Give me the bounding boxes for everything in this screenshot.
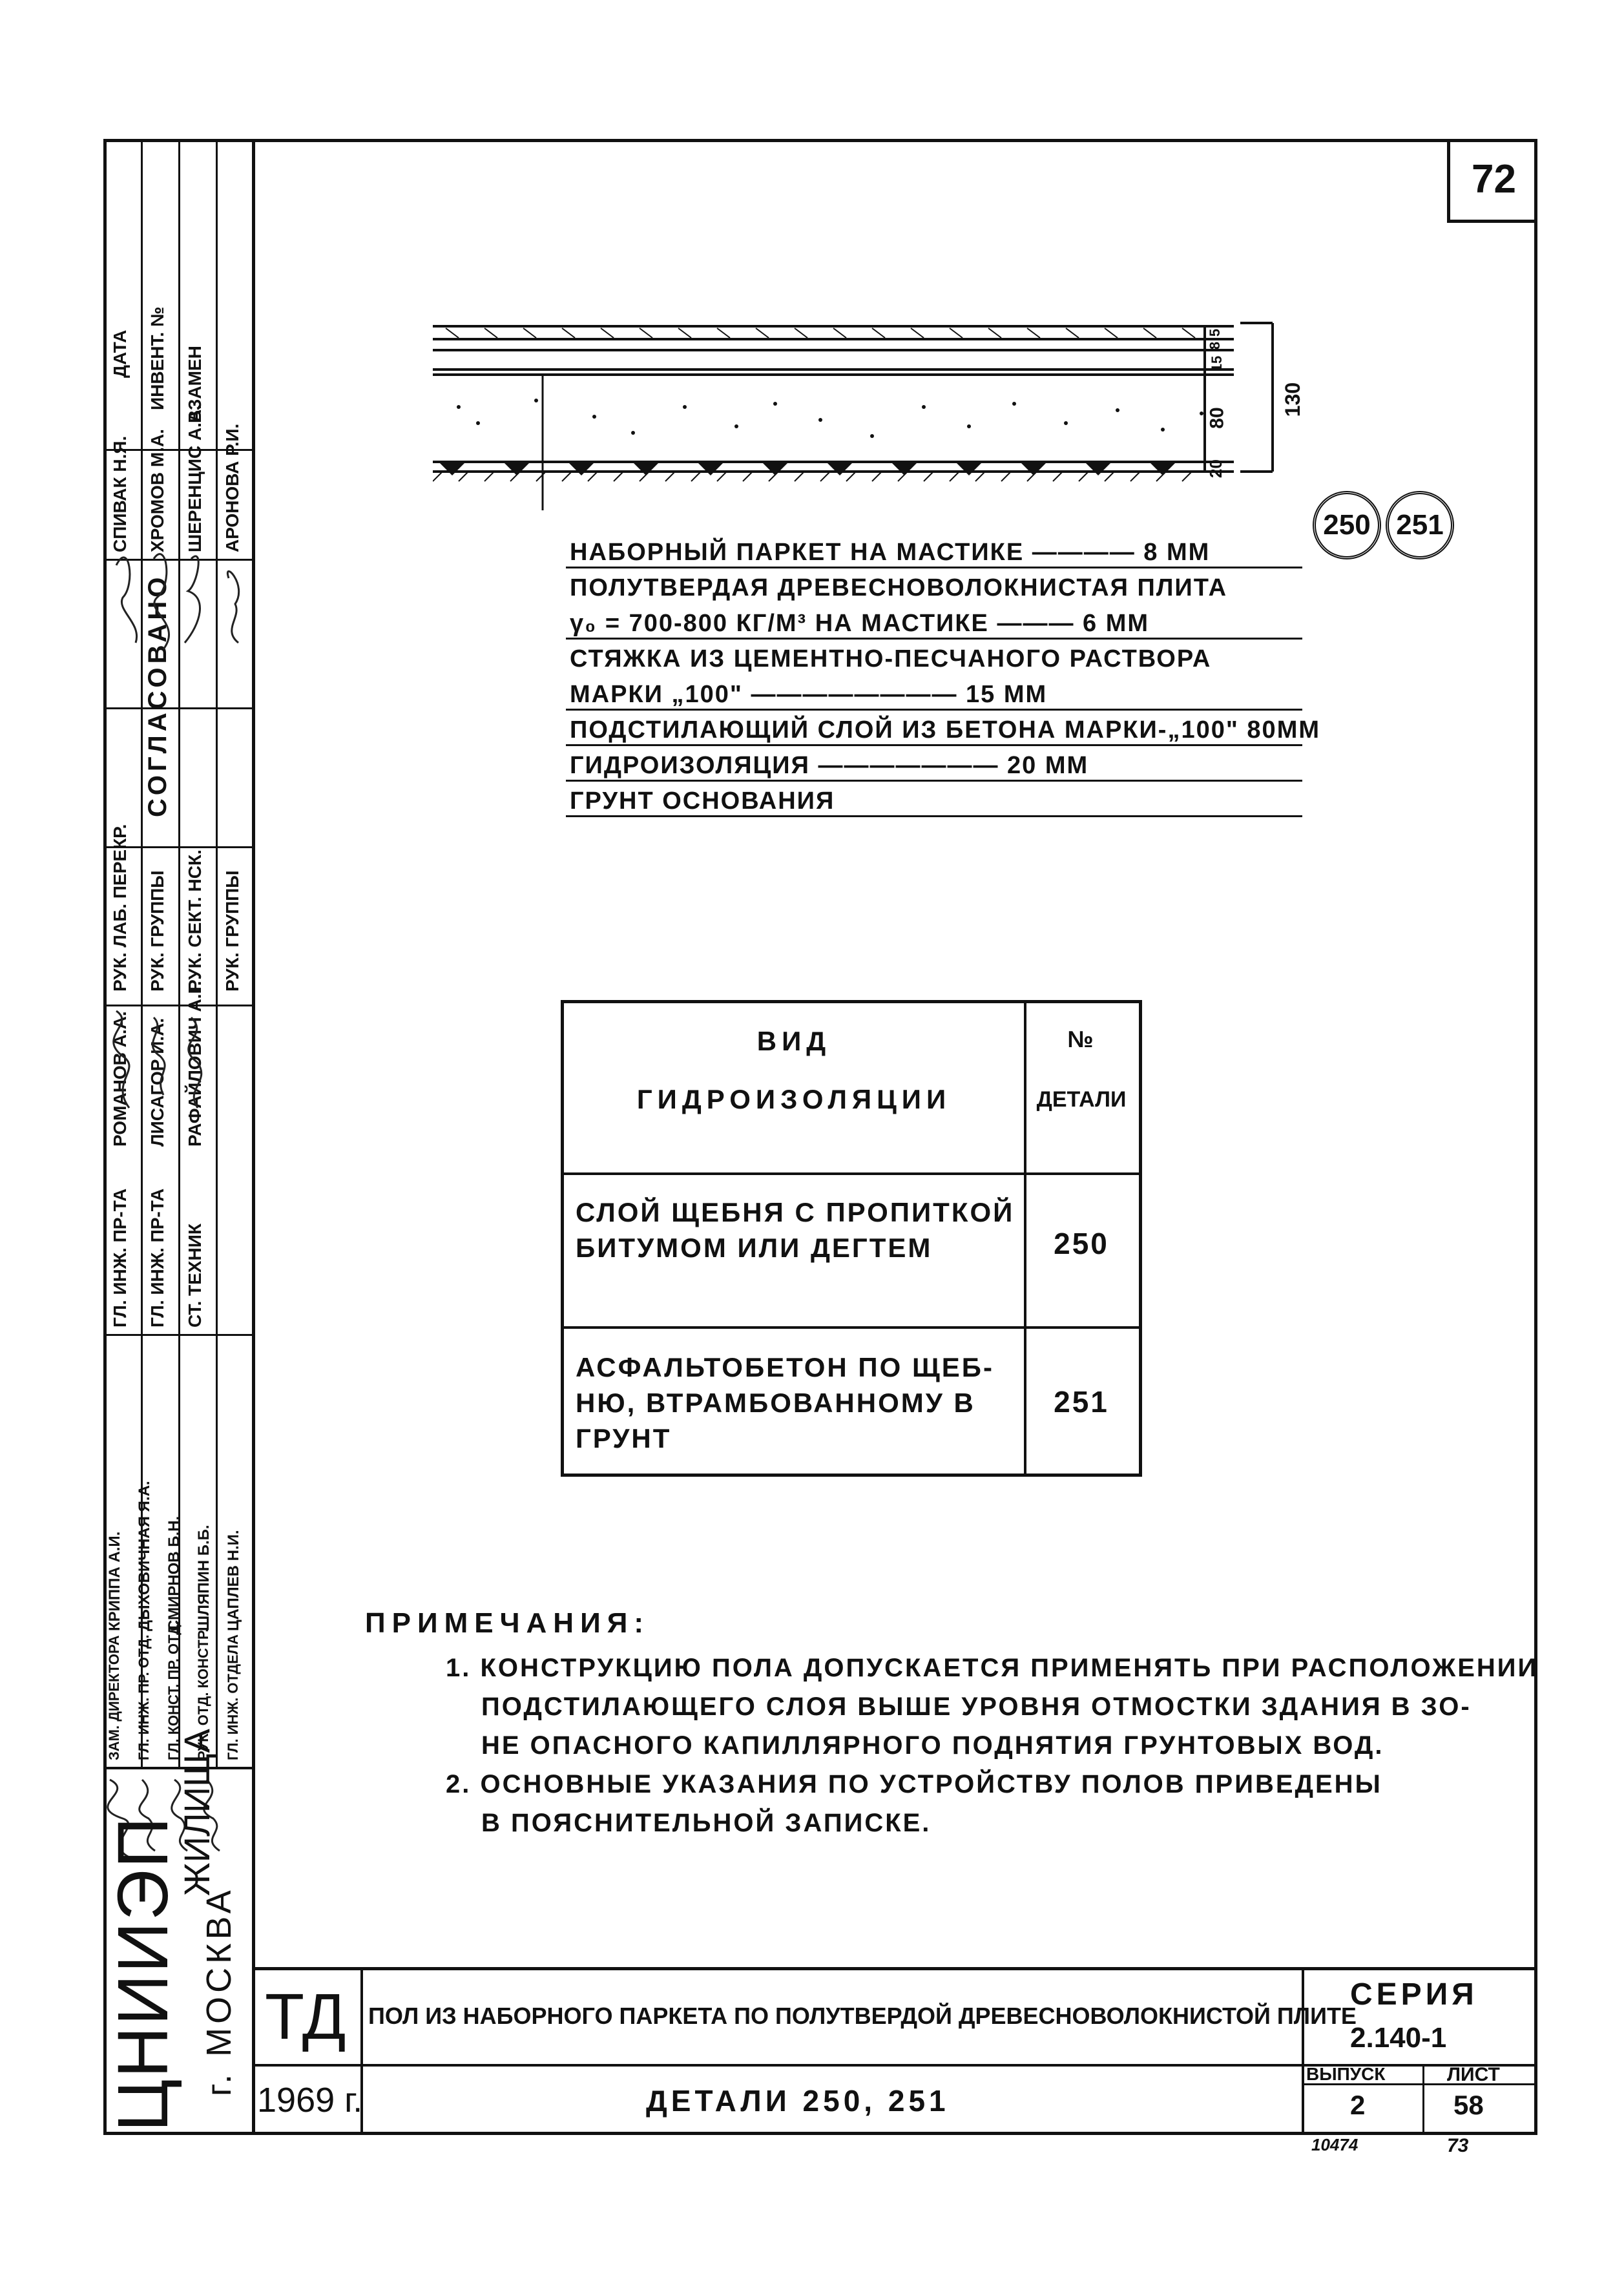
- author-role: РУК. ОТД. КОНСТР.: [195, 1628, 211, 1760]
- table-cell: АСФАЛЬТОБЕТОН ПО ЩЕБ-: [576, 1352, 994, 1382]
- approver-name: ХРОМОВ М.А.: [147, 429, 167, 552]
- stamp-date-header: ДАТА: [110, 329, 130, 378]
- issue-label: ВЫПУСК: [1306, 2064, 1386, 2084]
- floor-section-diagram: [433, 310, 1337, 510]
- dim-total: 130: [1281, 382, 1305, 417]
- author-role: ГЛ. ИНЖ. ПР-ТА: [110, 1188, 130, 1328]
- waterproofing-table: [561, 1000, 1142, 1477]
- issue-value: 2: [1350, 2090, 1366, 2120]
- approver-role: РУК. ГРУППЫ: [222, 870, 242, 992]
- stamp-replace-header: ВЗАМЕН: [185, 346, 205, 423]
- table-cell: СЛОЙ ЩЕБНЯ С ПРОПИТКОЙ: [576, 1197, 1015, 1227]
- approver-role: РУК. ЛАБ. ПЕРЕКР.: [110, 824, 130, 992]
- author-name: СМИРНОВ Б.Н.: [165, 1515, 183, 1631]
- layer-label: МАРКИ „100" ———————— 15 ММ: [566, 682, 1302, 711]
- note-line: В ПОЯСНИТЕЛЬНОЙ ЗАПИСКЕ.: [481, 1809, 932, 1837]
- note-line: НЕ ОПАСНОГО КАПИЛЛЯРНОГО ПОДНЯТИЯ ГРУНТОВЫХ ВОД.: [481, 1731, 1384, 1760]
- author-name: КРИППА А.И.: [106, 1531, 123, 1631]
- stamp-agreed-header: СОГЛАСОВАНО: [143, 573, 172, 817]
- footer-inventory: 10474: [1311, 2135, 1359, 2154]
- table-cell: ГРУНТ: [576, 1423, 672, 1453]
- approval-stamp: [103, 139, 255, 2135]
- approver-role: РУК. ГРУППЫ: [147, 870, 167, 992]
- author-name: ЦАПЛЕВ Н.И.: [225, 1530, 242, 1631]
- table-cell: 251: [1054, 1385, 1109, 1419]
- author-role: ГЛ. ИНЖ. ПР. ОТД.: [136, 1634, 152, 1760]
- layer-label: ПОДСТИЛАЮЩИЙ СЛОЙ ИЗ БЕТОНА МАРКИ-„100" 80ММ: [566, 717, 1302, 746]
- author-role: ЗАМ. ДИРЕКТОРА: [106, 1635, 122, 1760]
- title-block: [252, 1967, 1537, 2135]
- series-value: 2.140-1: [1350, 2022, 1447, 2054]
- author-name: ДЫХОВИЧНАЯ Я.А.: [136, 1481, 153, 1631]
- footer-number: 73: [1447, 2135, 1469, 2156]
- org-city: г. МОСКВА: [200, 1886, 238, 2096]
- table-cell: 250: [1054, 1227, 1109, 1260]
- detail-ref-circle: 251: [1386, 491, 1454, 559]
- note-line: ПОДСТИЛАЮЩЕГО СЛОЯ ВЫШЕ УРОВНЯ ОТМОСТКИ ЗДАНИЯ В ЗО-: [481, 1693, 1472, 1721]
- notes-title: ПРИМЕЧАНИЯ:: [365, 1607, 650, 1639]
- doc-subtitle: ДЕТАЛИ 250, 251: [646, 2084, 950, 2118]
- table-cell: НЮ, ВТРАМБОВАННОМУ В: [576, 1388, 975, 1418]
- layer-label: НАБОРНЫЙ ПАРКЕТ НА МАСТИКЕ ———— 8 ММ: [566, 539, 1302, 568]
- approver-role: РУК. СЕКТ. НСК.: [185, 849, 205, 992]
- note-line: 1. КОНСТРУКЦИЮ ПОЛА ДОПУСКАЕТСЯ ПРИМЕНЯТЬ ПРИ РАСПОЛОЖЕНИИ: [446, 1654, 1539, 1682]
- table-header: ДЕТАЛИ: [1036, 1087, 1127, 1112]
- author-role: СТ. ТЕХНИК: [185, 1224, 205, 1328]
- layer-label: СТЯЖКА ИЗ ЦЕМЕНТНО-ПЕСЧАНОГО РАСТВОРА: [570, 645, 1212, 672]
- doc-code: ТД: [265, 1981, 346, 2053]
- sheet-label: ЛИСТ: [1447, 2064, 1500, 2085]
- layer-label: ГИДРОИЗОЛЯЦИЯ ——————— 20 ММ: [566, 753, 1302, 782]
- dim-value: 20: [1205, 459, 1225, 478]
- author-role: ГЛ. ИНЖ. ОТДЕЛА: [225, 1634, 241, 1760]
- series-label: СЕРИЯ: [1350, 1977, 1478, 2012]
- doc-year: 1969 г.: [257, 2081, 363, 2120]
- note-line: 2. ОСНОВНЫЕ УКАЗАНИЯ ПО УСТРОЙСТВУ ПОЛОВ ПРИВЕДЕНЫ: [446, 1770, 1382, 1798]
- layer-label: ГРУНТ ОСНОВАНИЯ: [566, 788, 1302, 817]
- approver-name: АРОНОВА Р.И.: [222, 423, 242, 552]
- stamp-inv-header: ИНВЕНТ. №: [147, 306, 167, 410]
- doc-title: ПОЛ ИЗ НАБОРНОГО ПАРКЕТА ПО ПОЛУТВЕРДОЙ ДРЕВЕСНОВОЛОКНИСТОЙ ПЛИТЕ: [368, 2003, 1357, 2029]
- layer-label: γ₀ = 700-800 КГ/М³ НА МАСТИКЕ ——— 6 ММ: [566, 610, 1302, 640]
- table-cell: БИТУМОМ ИЛИ ДЕГТЕМ: [576, 1233, 933, 1263]
- layer-label: ПОЛУТВЕРДАЯ ДРЕВЕСНОВОЛОКНИСТАЯ ПЛИТА: [570, 574, 1228, 601]
- author-name: РОМАНОВ А.А.: [110, 1011, 130, 1147]
- table-header: ВИД: [756, 1026, 831, 1056]
- author-name: ЛИСАГОР И.А.: [147, 1017, 167, 1147]
- approver-name: СПИВАК Н.Я.: [110, 435, 130, 552]
- author-role: ГЛ. ИНЖ. ПР-ТА: [147, 1188, 167, 1328]
- dim-value: 5: [1207, 328, 1223, 337]
- author-name: РАФАЙЛОВИЧ А.Г.: [185, 981, 205, 1147]
- author-name: ШЛЯПИН Б.Б.: [195, 1525, 213, 1631]
- table-header: ГИДРОИЗОЛЯЦИИ: [636, 1084, 952, 1114]
- table-header: №: [1067, 1026, 1096, 1052]
- dim-value: 15: [1209, 355, 1225, 372]
- org-sub: ЖИЛИЩА: [176, 1729, 217, 1896]
- floor-section-drawing: [433, 310, 1337, 510]
- sheet-value: 58: [1453, 2090, 1484, 2120]
- dim-value: 8: [1207, 341, 1223, 350]
- detail-ref-circle: 250: [1313, 491, 1381, 559]
- org-name: ЦНИИЭП: [103, 1815, 183, 2132]
- author-role: ГЛ. КОНСТ. ПР. ОТД.: [165, 1621, 182, 1760]
- approver-name: ШЕРЕНЦИС А.А.: [185, 404, 205, 552]
- dim-value: 80: [1206, 407, 1228, 429]
- sheet-number: 72: [1447, 139, 1537, 223]
